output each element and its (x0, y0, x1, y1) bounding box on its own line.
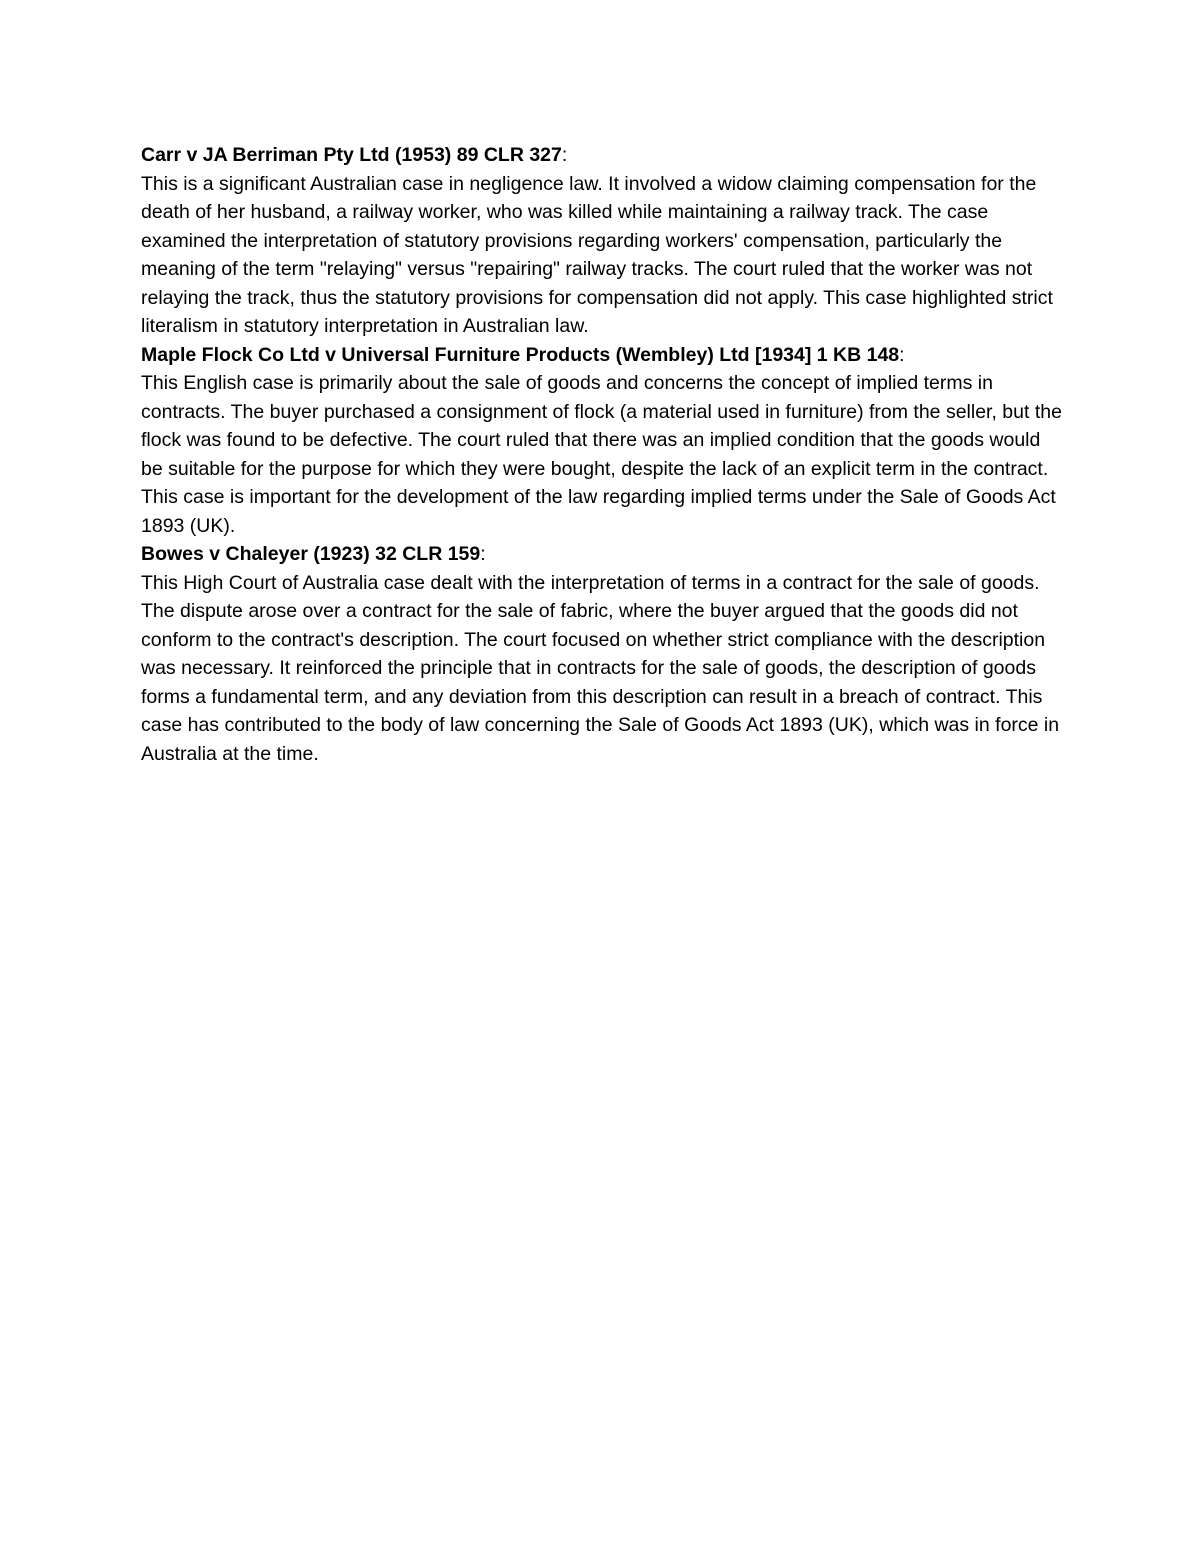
case-body: This High Court of Australia case dealt with the interpretation of terms in a contract for the sale of goods. The dispute arose over a contract for the sale of fabric, where the buyer argued that the goods did not conform to the contract's description. The court focused on whether strict compliance with the description was necessary. It reinforced the principle that in contracts for the sale of goods, the description of goods forms a fundamental term, and any deviation from this description can result in a breach of contract. This case has contributed to the body of law concerning the Sale of Goods Act 1893 (UK), which was in force in Australia at the time. (141, 571, 1060, 765)
case-body: This English case is primarily about the sale of goods and concerns the concept of implied terms in contracts. The buyer purchased a consignment of flock (a material used in furniture) from the seller, but the flock was found to be defective. The court ruled that there was an implied condition that the goods would be suitable for the purpose for which they were bought, despite the lack of an explicit term in the contract. This case is important for the development of the law regarding implied terms under the Sale of Goods Act 1893 (UK). (141, 372, 1062, 537)
case-heading (141, 141, 1066, 170)
case-title-suffix: : (561, 144, 568, 166)
case-title-suffix: : (899, 343, 905, 366)
document-content (141, 141, 1066, 768)
case-body: This is a significant Australian case in negligence law. It involved a widow claiming compensation for the death of her husband, a railway worker, who was killed while maintaining a railway track. The case examined the interpretation of statutory provisions regarding workers' compensation, particularly the meaning of the term "relaying" versus "repairing" railway tracks. The court ruled that the worker was not relaying the track, thus the statutory provisions for compensation did not apply. This case highlighted strict literalism in statutory interpretation in Australian law. (141, 172, 1053, 337)
case-title-suffix: : (480, 543, 486, 565)
case-title: Bowes v Chaleyer (1923) 32 CLR 159 (141, 543, 481, 565)
case-title: Maple Flock Co Ltd v Universal Furniture Products (Wembley) Ltd [1934] 1 KB 148 (141, 343, 900, 366)
case-heading (141, 540, 1066, 569)
case-section-bowes (141, 540, 1066, 768)
case-section-maple-flock (141, 341, 1066, 541)
case-title: Carr v JA Berriman Pty Ltd (1953) 89 CLR 327 (141, 144, 562, 166)
case-section-carr (141, 141, 1066, 341)
case-heading (141, 341, 1066, 370)
